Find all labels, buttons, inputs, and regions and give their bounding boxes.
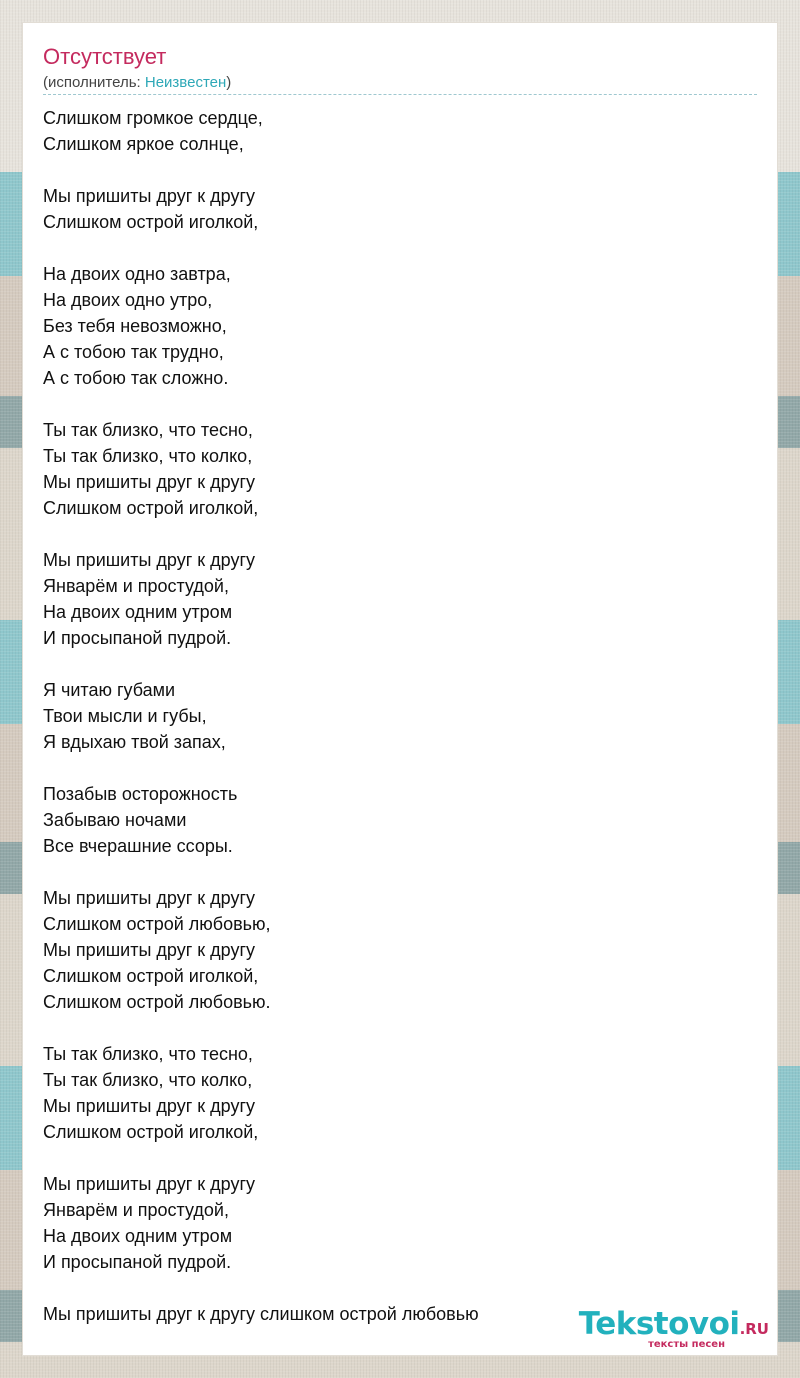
lyrics-stanza	[43, 183, 759, 235]
lyrics-line: Мы пришиты друг к другу	[43, 472, 256, 492]
lyrics-line: Все вчерашние ссоры.	[43, 836, 233, 856]
logo-tld: .RU	[739, 1320, 769, 1338]
lyrics-stanza	[43, 261, 759, 391]
lyrics-stanza	[43, 885, 759, 1015]
lyrics-line: Я читаю губами	[43, 680, 176, 700]
lyrics-line: Ты так близко, что тесно,	[43, 1044, 253, 1064]
logo-tagline: тексты песен	[648, 1339, 725, 1350]
lyrics-line: А с тобою так сложно.	[43, 368, 229, 388]
lyrics-stanza	[43, 781, 759, 859]
lyrics-line: Слишком громкое сердце,	[43, 108, 263, 128]
lyrics-stanza	[43, 1041, 759, 1145]
site-logo[interactable]	[578, 1306, 769, 1350]
lyrics-stanza	[43, 105, 759, 157]
lyrics-line: Январём и простудой,	[43, 576, 229, 596]
lyrics-line: Ты так близко, что колко,	[43, 446, 253, 466]
lyrics-stanza	[43, 547, 759, 651]
lyrics-line: А с тобою так трудно,	[43, 342, 224, 362]
lyrics-line: Слишком острой иголкой,	[43, 212, 259, 232]
lyrics-line: Позабыв осторожность	[43, 784, 238, 804]
lyrics-line: Мы пришиты друг к другу	[43, 1174, 256, 1194]
lyrics-line: Мы пришиты друг к другу слишком острой любовью	[43, 1304, 479, 1324]
lyrics-line: Слишком острой любовью,	[43, 914, 271, 934]
lyrics-line: И просыпаной пудрой.	[43, 628, 232, 648]
lyrics-line: Слишком яркое солнце,	[43, 134, 244, 154]
lyrics-line: Без тебя невозможно,	[43, 316, 227, 336]
lyrics-line: Мы пришиты друг к другу	[43, 888, 256, 908]
lyrics-line: И просыпаной пудрой.	[43, 1252, 232, 1272]
lyrics-line: На двоих одним утром	[43, 1226, 233, 1246]
artist-prefix: (исполнитель:	[43, 74, 145, 91]
lyrics-line: Ты так близко, что колко,	[43, 1070, 253, 1090]
artist-suffix: )	[226, 74, 232, 91]
lyrics-line: Январём и простудой,	[43, 1200, 229, 1220]
lyrics-card	[22, 22, 778, 1356]
lyrics-line: Мы пришиты друг к другу	[43, 1096, 256, 1116]
artist-link[interactable]: Неизвестен	[144, 74, 227, 91]
lyrics-line: Слишком острой иголкой,	[43, 498, 259, 518]
lyrics-line: На двоих одно утро,	[43, 290, 213, 310]
lyrics-line: На двоих одним утром	[43, 602, 233, 622]
lyrics-line: На двоих одно завтра,	[43, 264, 231, 284]
lyrics-line: Слишком острой иголкой,	[43, 966, 259, 986]
lyrics-line: Твои мысли и губы,	[43, 706, 207, 726]
lyrics-line: Забываю ночами	[43, 810, 187, 830]
artist-line	[43, 73, 231, 93]
lyrics-line: Я вдыхаю твой запах,	[43, 732, 226, 752]
lyrics-text	[43, 105, 759, 1327]
song-title: Отсутствует	[43, 44, 167, 69]
lyrics-line: Мы пришиты друг к другу	[43, 940, 256, 960]
lyrics-stanza	[43, 417, 759, 521]
logo-name: Tekstovoi	[578, 1306, 740, 1342]
lyrics-line: Слишком острой иголкой,	[43, 1122, 259, 1142]
lyrics-line: Мы пришиты друг к другу	[43, 550, 256, 570]
lyrics-stanza	[43, 677, 759, 755]
lyrics-stanza	[43, 1171, 759, 1275]
lyrics-line: Мы пришиты друг к другу	[43, 186, 256, 206]
lyrics-line: Слишком острой любовью.	[43, 992, 271, 1012]
title-divider	[43, 94, 757, 95]
lyrics-line: Ты так близко, что тесно,	[43, 420, 253, 440]
